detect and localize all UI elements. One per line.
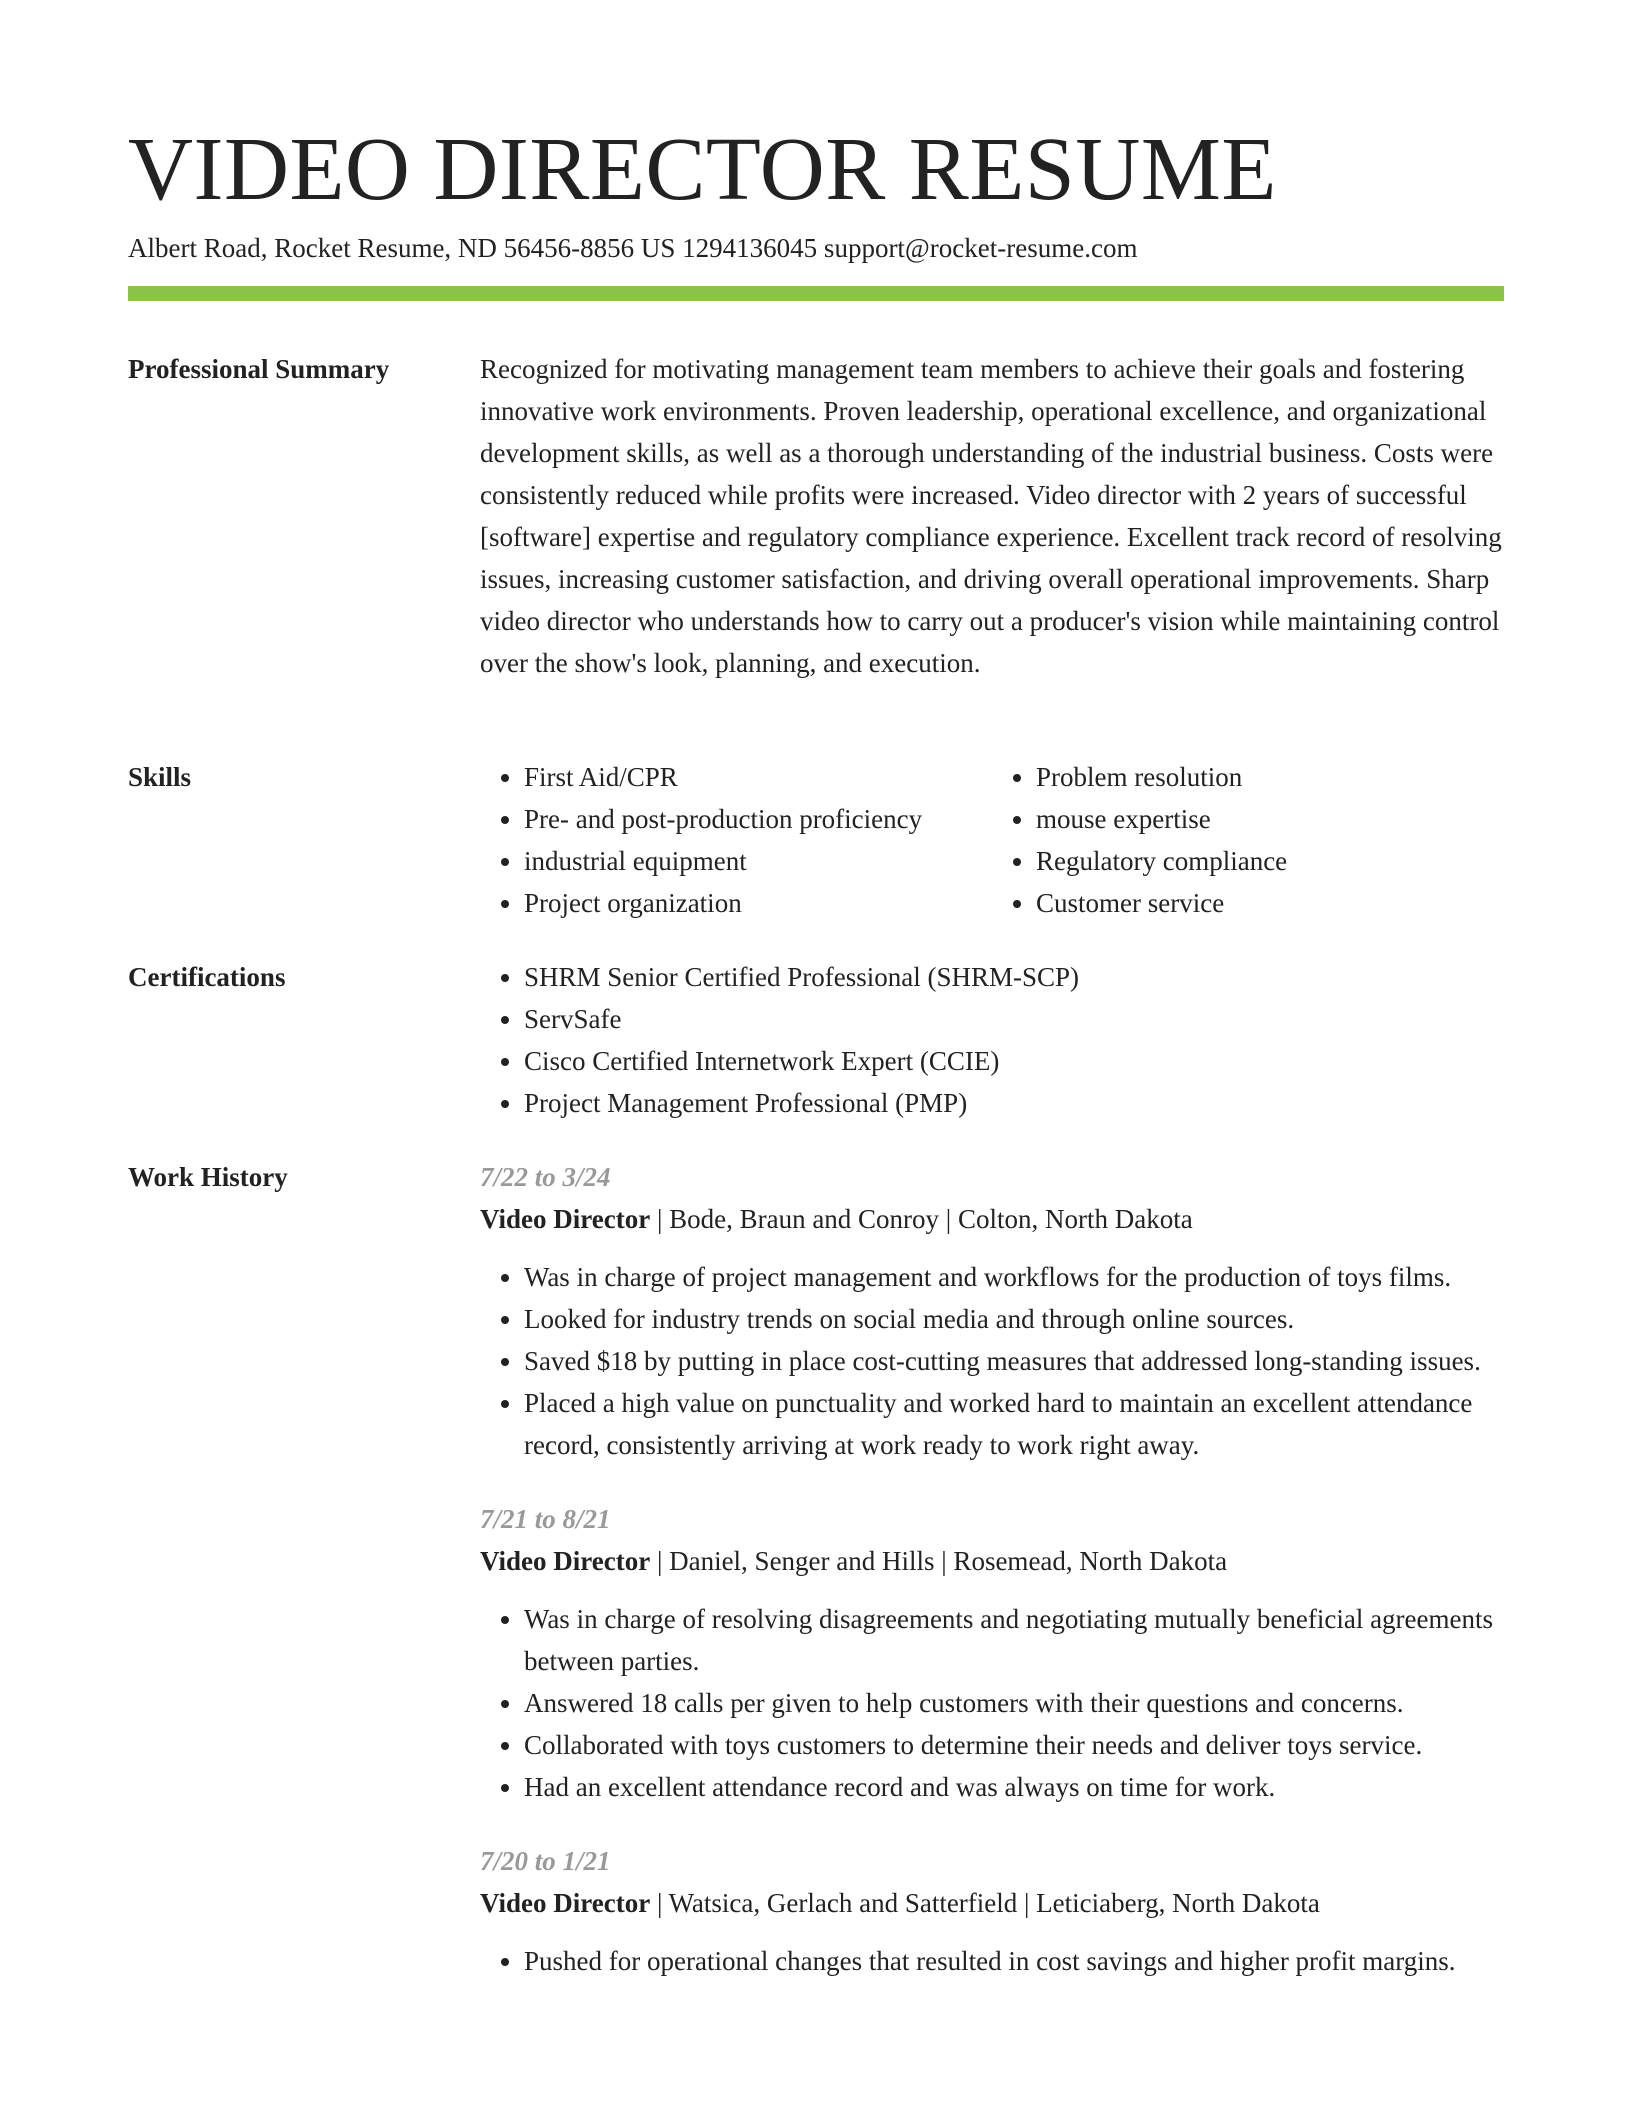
- skill-item: • Project organization: [524, 882, 992, 924]
- skill-item: • Customer service: [1036, 882, 1504, 924]
- job-bullet: • Answered 18 calls per given to help customers with their questions and concerns.: [524, 1682, 1504, 1724]
- skills-section: [128, 756, 1504, 924]
- skills-list-right: [992, 756, 1504, 924]
- skill-item: • Problem resolution: [1036, 756, 1504, 798]
- job-date: 7/21 to 8/21: [480, 1504, 611, 1534]
- resume-header: [128, 118, 1504, 301]
- job-bullet: • Had an excellent attendance record and was always on time for work.: [524, 1766, 1504, 1808]
- skill-item: • mouse expertise: [1036, 798, 1504, 840]
- summary-heading: Professional Summary: [128, 354, 390, 384]
- job-bullets: [480, 1940, 1504, 1982]
- summary-section: [128, 348, 1504, 684]
- summary-text: Recognized for motivating management team members to achieve their goals and fostering innovative work environments. Proven leadership, operational excellence, and organizational development skills, as well as a thorough understanding of the industrial business. Costs were consistently reduced while profits were increased. Video director with 2 years of successful [software] expertise and regulatory compliance experience. Excellent track record of resolving issues, increasing customer satisfaction, and driving overall operational improvements. Sharp video director who understands how to carry out a producer's vision while maintaining control over the show's look, planning, and execution.: [480, 354, 1502, 678]
- job-date: 7/20 to 1/21: [480, 1846, 611, 1876]
- certifications-list: [480, 956, 1504, 1124]
- skill-item: • Regulatory compliance: [1036, 840, 1504, 882]
- job-heading: [480, 1198, 1504, 1240]
- skill-item: • Pre- and post-production proficiency: [524, 798, 992, 840]
- job-heading: [480, 1540, 1504, 1582]
- resume-title: VIDEO DIRECTOR RESUME: [128, 120, 1277, 219]
- job-bullets: [480, 1256, 1504, 1466]
- job-bullet: • Saved $18 by putting in place cost-cutting measures that addressed long-standing issues.: [524, 1340, 1504, 1382]
- job-bullet: • Was in charge of resolving disagreements and negotiating mutually beneficial agreements between parties.: [524, 1598, 1504, 1682]
- job-details: | Watsica, Gerlach and Satterfield | Leticiaberg, North Dakota: [650, 1888, 1320, 1918]
- job-bullet: • Placed a high value on punctuality and worked hard to maintain an excellent attendance record, consistently arriving at work ready to work right away.: [524, 1382, 1504, 1466]
- job-bullet: • Was in charge of project management and workflows for the production of toys films.: [524, 1256, 1504, 1298]
- job-bullet: • Pushed for operational changes that resulted in cost savings and higher profit margins.: [524, 1940, 1504, 1982]
- job-bullets: [480, 1598, 1504, 1808]
- contact-line: Albert Road, Rocket Resume, ND 56456-8856 US 1294136045 support@rocket-resume.com: [128, 233, 1138, 263]
- certifications-section: [128, 956, 1504, 1124]
- job-entry: [480, 1840, 1504, 1982]
- certifications-heading: Certifications: [128, 962, 286, 992]
- job-bullet: • Collaborated with toys customers to determine their needs and deliver toys service.: [524, 1724, 1504, 1766]
- job-title: Video Director: [480, 1888, 651, 1918]
- skill-item: • industrial equipment: [524, 840, 992, 882]
- accent-divider: [128, 286, 1504, 301]
- skill-item: • First Aid/CPR: [524, 756, 992, 798]
- certification-item: • SHRM Senior Certified Professional (SHRM-SCP): [524, 956, 1504, 998]
- job-title: Video Director: [480, 1546, 651, 1576]
- work-history-heading: Work History: [128, 1162, 288, 1192]
- certification-item: • ServSafe: [524, 998, 1504, 1040]
- work-history-section: [128, 1156, 1504, 2014]
- job-heading: [480, 1882, 1504, 1924]
- job-details: | Daniel, Senger and Hills | Rosemead, North Dakota: [650, 1546, 1228, 1576]
- job-details: | Bode, Braun and Conroy | Colton, North Dakota: [650, 1204, 1193, 1234]
- job-title: Video Director: [480, 1204, 651, 1234]
- skills-heading: Skills: [128, 762, 192, 792]
- certification-item: • Cisco Certified Internetwork Expert (CCIE): [524, 1040, 1504, 1082]
- job-entry: [480, 1156, 1504, 1466]
- skills-list-left: [480, 756, 992, 924]
- certification-item: • Project Management Professional (PMP): [524, 1082, 1504, 1124]
- job-date: 7/22 to 3/24: [480, 1162, 611, 1192]
- job-entry: [480, 1498, 1504, 1808]
- job-bullet: • Looked for industry trends on social media and through online sources.: [524, 1298, 1504, 1340]
